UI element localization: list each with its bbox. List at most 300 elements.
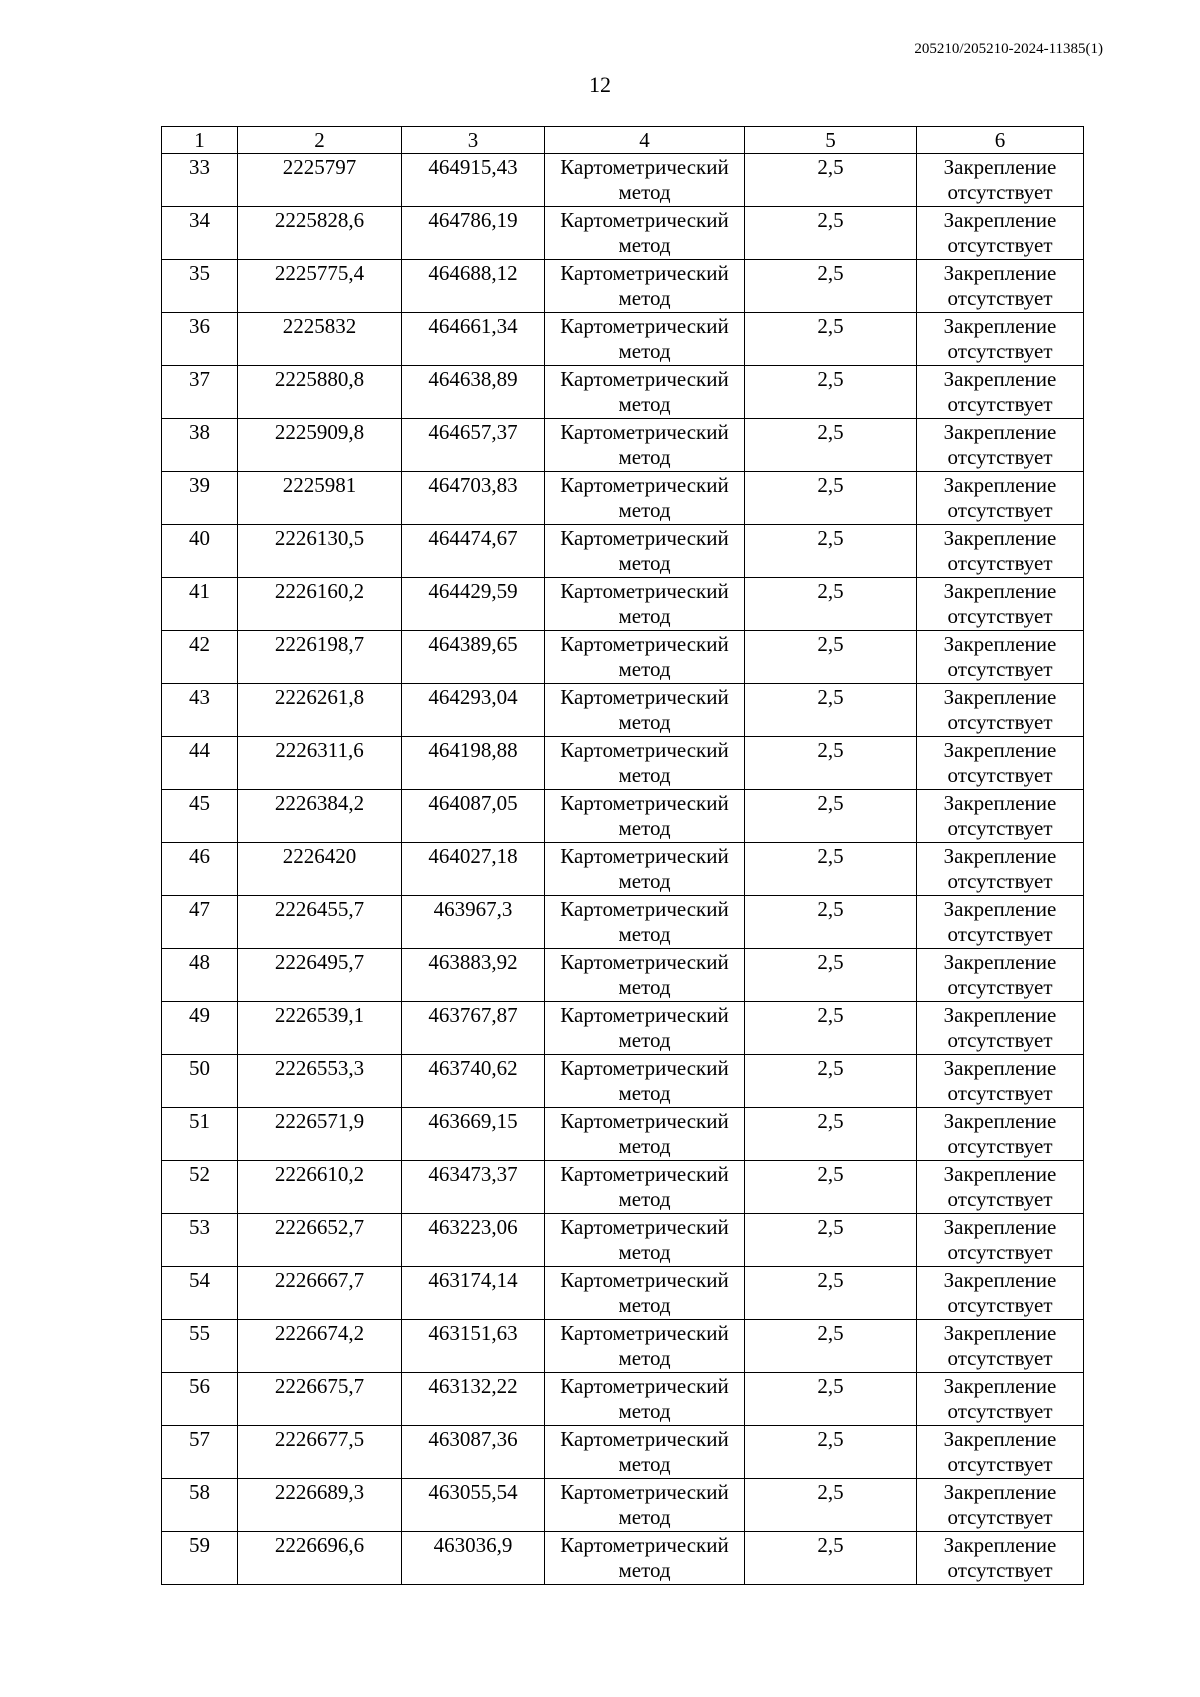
fixation-cell-line-2: отсутствует [947, 233, 1053, 257]
precision-cell-line-1: 2,5 [817, 1268, 844, 1292]
fixation-cell-line-2: отсутствует [947, 339, 1053, 363]
method-cell-line-2: метод [618, 339, 671, 363]
header-row [162, 127, 1084, 154]
precision-cell-line-1: 2,5 [817, 844, 844, 868]
column-header-1: 1 [162, 127, 238, 154]
point-number-cell [162, 631, 238, 684]
precision-cell-line-1: 2,5 [817, 526, 844, 550]
fixation-cell-line-2: отсутствует [947, 816, 1053, 840]
fixation-cell-line-1: Закрепление [943, 1480, 1057, 1504]
method-cell-line-1: Картометрический [560, 579, 729, 603]
table-row [162, 631, 1084, 684]
y-coordinate-cell [402, 684, 545, 737]
fixation-cell [917, 472, 1084, 525]
column-header-4: 4 [545, 127, 745, 154]
x-coordinate-cell [238, 631, 402, 684]
method-cell-line-2: метод [618, 1134, 671, 1158]
fixation-cell-line-2: отсутствует [947, 1452, 1053, 1476]
method-cell-line-2: метод [618, 445, 671, 469]
x-coordinate-cell-line-1: 2226667,7 [274, 1268, 365, 1292]
x-coordinate-cell-line-1: 2226160,2 [274, 579, 365, 603]
y-coordinate-cell [402, 737, 545, 790]
x-coordinate-cell [238, 419, 402, 472]
y-coordinate-cell [402, 1532, 545, 1585]
method-cell-line-1: Картометрический [560, 844, 729, 868]
method-cell-line-2: метод [618, 498, 671, 522]
x-coordinate-cell [238, 1108, 402, 1161]
fixation-cell-line-1: Закрепление [943, 632, 1057, 656]
point-number-cell-line-1: 51 [189, 1109, 210, 1133]
x-coordinate-cell [238, 1532, 402, 1585]
table-row [162, 313, 1084, 366]
x-coordinate-cell [238, 472, 402, 525]
precision-cell-line-1: 2,5 [817, 579, 844, 603]
y-coordinate-cell-line-1: 464703,83 [428, 473, 518, 497]
y-coordinate-cell-line-1: 464429,59 [428, 579, 518, 603]
table-row [162, 1055, 1084, 1108]
x-coordinate-cell-line-1: 2225832 [282, 314, 357, 338]
y-coordinate-cell [402, 896, 545, 949]
y-coordinate-cell-line-1: 463767,87 [428, 1003, 518, 1027]
method-cell [545, 1055, 745, 1108]
method-cell-line-1: Картометрический [560, 1056, 729, 1080]
y-coordinate-cell-line-1: 464786,19 [428, 208, 518, 232]
x-coordinate-cell [238, 207, 402, 260]
y-coordinate-cell-line-1: 463151,63 [428, 1321, 518, 1345]
method-cell-line-1: Картометрический [560, 261, 729, 285]
table-row [162, 1373, 1084, 1426]
point-number-cell [162, 207, 238, 260]
y-coordinate-cell-line-1: 463967,3 [433, 897, 513, 921]
precision-cell [745, 737, 917, 790]
y-coordinate-cell-line-1: 463036,9 [433, 1533, 513, 1557]
fixation-cell-line-1: Закрепление [943, 420, 1057, 444]
fixation-cell [917, 1055, 1084, 1108]
point-number-cell [162, 1373, 238, 1426]
method-cell-line-1: Картометрический [560, 1533, 729, 1557]
table-row [162, 154, 1084, 207]
fixation-cell-line-1: Закрепление [943, 473, 1057, 497]
precision-cell-line-1: 2,5 [817, 791, 844, 815]
fixation-cell [917, 949, 1084, 1002]
method-cell [545, 419, 745, 472]
x-coordinate-cell [238, 684, 402, 737]
point-number-cell [162, 366, 238, 419]
point-number-cell [162, 1161, 238, 1214]
precision-cell-line-1: 2,5 [817, 1162, 844, 1186]
fixation-cell-line-1: Закрепление [943, 897, 1057, 921]
x-coordinate-cell [238, 525, 402, 578]
method-cell [545, 1002, 745, 1055]
precision-cell [745, 207, 917, 260]
method-cell-line-2: метод [618, 1081, 671, 1105]
method-cell [545, 1479, 745, 1532]
method-cell-line-1: Картометрический [560, 1427, 729, 1451]
fixation-cell-line-2: отсутствует [947, 1399, 1053, 1423]
precision-cell-line-1: 2,5 [817, 950, 844, 974]
fixation-cell-line-1: Закрепление [943, 1162, 1057, 1186]
point-number-cell [162, 949, 238, 1002]
table-row [162, 684, 1084, 737]
y-coordinate-cell-line-1: 463174,14 [428, 1268, 518, 1292]
y-coordinate-cell [402, 1373, 545, 1426]
x-coordinate-cell-line-1: 2226261,8 [274, 685, 365, 709]
method-cell-line-2: метод [618, 710, 671, 734]
y-coordinate-cell-line-1: 463223,06 [428, 1215, 518, 1239]
method-cell-line-2: метод [618, 1240, 671, 1264]
point-number-cell-line-1: 35 [189, 261, 210, 285]
method-cell [545, 1108, 745, 1161]
point-number-cell [162, 313, 238, 366]
fixation-cell-line-1: Закрепление [943, 685, 1057, 709]
precision-cell [745, 631, 917, 684]
precision-cell [745, 843, 917, 896]
x-coordinate-cell-line-1: 2225981 [282, 473, 357, 497]
fixation-cell-line-2: отсутствует [947, 1346, 1053, 1370]
x-coordinate-cell [238, 1161, 402, 1214]
method-cell-line-1: Картометрический [560, 1109, 729, 1133]
y-coordinate-cell-line-1: 463740,62 [428, 1056, 518, 1080]
x-coordinate-cell-line-1: 2226420 [282, 844, 357, 868]
y-coordinate-cell [402, 1108, 545, 1161]
fixation-cell [917, 525, 1084, 578]
fixation-cell-line-1: Закрепление [943, 1003, 1057, 1027]
y-coordinate-cell [402, 1267, 545, 1320]
method-cell-line-2: метод [618, 975, 671, 999]
point-number-cell [162, 1214, 238, 1267]
method-cell-line-2: метод [618, 1293, 671, 1317]
y-coordinate-cell-line-1: 464293,04 [428, 685, 518, 709]
table-row [162, 843, 1084, 896]
fixation-cell-line-2: отсутствует [947, 1081, 1053, 1105]
y-coordinate-cell-line-1: 464027,18 [428, 844, 518, 868]
fixation-cell [917, 578, 1084, 631]
table-row [162, 260, 1084, 313]
table-body [162, 154, 1084, 1585]
method-cell-line-1: Картометрический [560, 685, 729, 709]
point-number-cell [162, 737, 238, 790]
table-row [162, 472, 1084, 525]
method-cell [545, 1373, 745, 1426]
fixation-cell-line-1: Закрепление [943, 579, 1057, 603]
precision-cell-line-1: 2,5 [817, 1109, 844, 1133]
fixation-cell-line-2: отсутствует [947, 869, 1053, 893]
fixation-cell-line-1: Закрепление [943, 1374, 1057, 1398]
precision-cell-line-1: 2,5 [817, 1533, 844, 1557]
precision-cell [745, 1373, 917, 1426]
x-coordinate-cell [238, 313, 402, 366]
x-coordinate-cell-line-1: 2226455,7 [274, 897, 365, 921]
fixation-cell-line-2: отсутствует [947, 1293, 1053, 1317]
method-cell-line-1: Картометрический [560, 314, 729, 338]
y-coordinate-cell-line-1: 463473,37 [428, 1162, 518, 1186]
point-number-cell-line-1: 54 [189, 1268, 210, 1292]
fixation-cell [917, 631, 1084, 684]
x-coordinate-cell-line-1: 2226311,6 [275, 738, 364, 762]
precision-cell [745, 1214, 917, 1267]
point-number-cell-line-1: 57 [189, 1427, 210, 1451]
point-number-cell-line-1: 41 [189, 579, 210, 603]
precision-cell [745, 313, 917, 366]
point-number-cell [162, 1267, 238, 1320]
fixation-cell-line-2: отсутствует [947, 551, 1053, 575]
method-cell-line-1: Картометрический [560, 526, 729, 550]
point-number-cell-line-1: 38 [189, 420, 210, 444]
point-number-cell-line-1: 39 [189, 473, 210, 497]
method-cell-line-1: Картометрический [560, 1480, 729, 1504]
x-coordinate-cell [238, 1002, 402, 1055]
column-header-2: 2 [238, 127, 402, 154]
y-coordinate-cell-line-1: 463055,54 [428, 1480, 518, 1504]
fixation-cell-line-1: Закрепление [943, 526, 1057, 550]
y-coordinate-cell [402, 525, 545, 578]
precision-cell-line-1: 2,5 [817, 738, 844, 762]
table-row [162, 1479, 1084, 1532]
precision-cell-line-1: 2,5 [817, 208, 844, 232]
x-coordinate-cell-line-1: 2226495,7 [274, 950, 365, 974]
x-coordinate-cell-line-1: 2226696,6 [274, 1533, 365, 1557]
table-row [162, 1320, 1084, 1373]
x-coordinate-cell-line-1: 2226539,1 [274, 1003, 365, 1027]
fixation-cell [917, 843, 1084, 896]
precision-cell-line-1: 2,5 [817, 1480, 844, 1504]
fixation-cell [917, 896, 1084, 949]
method-cell-line-1: Картометрический [560, 1268, 729, 1292]
precision-cell-line-1: 2,5 [817, 1427, 844, 1451]
fixation-cell-line-1: Закрепление [943, 950, 1057, 974]
point-number-cell-line-1: 40 [189, 526, 210, 550]
y-coordinate-cell-line-1: 463132,22 [428, 1374, 518, 1398]
table-row [162, 525, 1084, 578]
method-cell [545, 1320, 745, 1373]
table-row [162, 737, 1084, 790]
precision-cell [745, 1479, 917, 1532]
x-coordinate-cell-line-1: 2226610,2 [274, 1162, 365, 1186]
x-coordinate-cell-line-1: 2225797 [282, 155, 357, 179]
precision-cell-line-1: 2,5 [817, 897, 844, 921]
precision-cell [745, 896, 917, 949]
y-coordinate-cell-line-1: 464657,37 [428, 420, 518, 444]
y-coordinate-cell-line-1: 464198,88 [428, 738, 518, 762]
method-cell-line-2: метод [618, 551, 671, 575]
method-cell-line-2: метод [618, 604, 671, 628]
document-id: 205210/205210-2024-11385(1) [914, 41, 1103, 57]
point-number-cell-line-1: 59 [189, 1533, 210, 1557]
precision-cell-line-1: 2,5 [817, 632, 844, 656]
x-coordinate-cell [238, 843, 402, 896]
x-coordinate-cell-line-1: 2226571,9 [274, 1109, 365, 1133]
point-number-cell-line-1: 49 [189, 1003, 210, 1027]
y-coordinate-cell [402, 1479, 545, 1532]
precision-cell [745, 1532, 917, 1585]
point-number-cell-line-1: 50 [189, 1056, 210, 1080]
fixation-cell-line-1: Закрепление [943, 1533, 1057, 1557]
precision-cell [745, 366, 917, 419]
table-row [162, 1002, 1084, 1055]
point-number-cell [162, 1002, 238, 1055]
table-row [162, 366, 1084, 419]
method-cell-line-2: метод [618, 286, 671, 310]
x-coordinate-cell [238, 790, 402, 843]
point-number-cell [162, 1479, 238, 1532]
point-number-cell-line-1: 36 [189, 314, 210, 338]
fixation-cell-line-1: Закрепление [943, 738, 1057, 762]
fixation-cell [917, 1002, 1084, 1055]
fixation-cell-line-2: отсутствует [947, 1505, 1053, 1529]
x-coordinate-cell [238, 1373, 402, 1426]
method-cell-line-2: метод [618, 657, 671, 681]
fixation-cell-line-2: отсутствует [947, 657, 1053, 681]
fixation-cell-line-2: отсутствует [947, 1240, 1053, 1264]
fixation-cell [917, 419, 1084, 472]
point-number-cell [162, 1532, 238, 1585]
fixation-cell [917, 1426, 1084, 1479]
method-cell [545, 1161, 745, 1214]
point-number-cell [162, 525, 238, 578]
fixation-cell-line-2: отсутствует [947, 392, 1053, 416]
precision-cell [745, 790, 917, 843]
column-header-6: 6 [917, 127, 1084, 154]
fixation-cell [917, 260, 1084, 313]
method-cell-line-2: метод [618, 1346, 671, 1370]
x-coordinate-cell [238, 1426, 402, 1479]
fixation-cell-line-1: Закрепление [943, 791, 1057, 815]
table-row [162, 207, 1084, 260]
method-cell [545, 1426, 745, 1479]
x-coordinate-cell-line-1: 2226675,7 [274, 1374, 365, 1398]
method-cell-line-1: Картометрический [560, 208, 729, 232]
point-number-cell [162, 1055, 238, 1108]
precision-cell-line-1: 2,5 [817, 1374, 844, 1398]
y-coordinate-cell-line-1: 464638,89 [428, 367, 518, 391]
precision-cell [745, 1002, 917, 1055]
precision-cell [745, 1267, 917, 1320]
table-row [162, 1161, 1084, 1214]
fixation-cell [917, 207, 1084, 260]
x-coordinate-cell-line-1: 2226553,3 [274, 1056, 365, 1080]
method-cell-line-2: метод [618, 1558, 671, 1582]
precision-cell [745, 1108, 917, 1161]
precision-cell-line-1: 2,5 [817, 1003, 844, 1027]
fixation-cell-line-1: Закрепление [943, 261, 1057, 285]
method-cell-line-2: метод [618, 922, 671, 946]
fixation-cell [917, 1373, 1084, 1426]
fixation-cell [917, 154, 1084, 207]
fixation-cell-line-1: Закрепление [943, 1321, 1057, 1345]
column-header-3: 3 [402, 127, 545, 154]
method-cell-line-1: Картометрический [560, 738, 729, 762]
precision-cell [745, 578, 917, 631]
precision-cell-line-1: 2,5 [817, 314, 844, 338]
table-row [162, 1267, 1084, 1320]
point-number-cell-line-1: 46 [189, 844, 210, 868]
precision-cell-line-1: 2,5 [817, 1215, 844, 1239]
method-cell [545, 631, 745, 684]
x-coordinate-cell-line-1: 2226198,7 [274, 632, 365, 656]
fixation-cell [917, 1108, 1084, 1161]
method-cell-line-1: Картометрический [560, 1374, 729, 1398]
fixation-cell-line-2: отсутствует [947, 1187, 1053, 1211]
fixation-cell-line-1: Закрепление [943, 1056, 1057, 1080]
method-cell [545, 949, 745, 1002]
precision-cell-line-1: 2,5 [817, 420, 844, 444]
method-cell-line-2: метод [618, 1187, 671, 1211]
method-cell-line-2: метод [618, 180, 671, 204]
fixation-cell [917, 1161, 1084, 1214]
fixation-cell-line-1: Закрепление [943, 314, 1057, 338]
fixation-cell [917, 366, 1084, 419]
x-coordinate-cell-line-1: 2226689,3 [274, 1480, 365, 1504]
method-cell-line-1: Картометрический [560, 950, 729, 974]
method-cell [545, 366, 745, 419]
precision-cell-line-1: 2,5 [817, 367, 844, 391]
fixation-cell-line-2: отсутствует [947, 710, 1053, 734]
precision-cell-line-1: 2,5 [817, 1056, 844, 1080]
method-cell [545, 578, 745, 631]
fixation-cell-line-2: отсутствует [947, 1028, 1053, 1052]
precision-cell-line-1: 2,5 [817, 1321, 844, 1345]
y-coordinate-cell [402, 154, 545, 207]
point-number-cell [162, 1320, 238, 1373]
fixation-cell-line-1: Закрепление [943, 1109, 1057, 1133]
method-cell-line-1: Картометрический [560, 473, 729, 497]
x-coordinate-cell-line-1: 2226130,5 [274, 526, 365, 550]
column-header-5: 5 [745, 127, 917, 154]
x-coordinate-cell [238, 896, 402, 949]
y-coordinate-cell-line-1: 464661,34 [428, 314, 518, 338]
table-row [162, 419, 1084, 472]
point-number-cell-line-1: 58 [189, 1480, 210, 1504]
point-number-cell-line-1: 43 [189, 685, 210, 709]
x-coordinate-cell-line-1: 2226652,7 [274, 1215, 365, 1239]
y-coordinate-cell [402, 1426, 545, 1479]
x-coordinate-cell-line-1: 2225775,4 [274, 261, 365, 285]
point-number-cell [162, 260, 238, 313]
point-number-cell [162, 896, 238, 949]
point-number-cell [162, 684, 238, 737]
method-cell [545, 684, 745, 737]
method-cell-line-1: Картометрический [560, 1003, 729, 1027]
table-row [162, 896, 1084, 949]
y-coordinate-cell [402, 790, 545, 843]
y-coordinate-cell [402, 578, 545, 631]
method-cell-line-1: Картометрический [560, 367, 729, 391]
x-coordinate-cell-line-1: 2225828,6 [274, 208, 365, 232]
point-number-cell-line-1: 55 [189, 1321, 210, 1345]
x-coordinate-cell-line-1: 2225880,8 [274, 367, 365, 391]
fixation-cell [917, 737, 1084, 790]
x-coordinate-cell [238, 1214, 402, 1267]
y-coordinate-cell [402, 472, 545, 525]
method-cell [545, 1532, 745, 1585]
point-number-cell [162, 472, 238, 525]
y-coordinate-cell [402, 260, 545, 313]
point-number-cell-line-1: 33 [189, 155, 210, 179]
point-number-cell-line-1: 42 [189, 632, 210, 656]
precision-cell-line-1: 2,5 [817, 261, 844, 285]
method-cell-line-2: метод [618, 1452, 671, 1476]
y-coordinate-cell-line-1: 464688,12 [428, 261, 518, 285]
fixation-cell-line-2: отсутствует [947, 604, 1053, 628]
method-cell [545, 525, 745, 578]
y-coordinate-cell-line-1: 464087,05 [428, 791, 518, 815]
fixation-cell-line-1: Закрепление [943, 1268, 1057, 1292]
y-coordinate-cell [402, 207, 545, 260]
page-number: 12 [589, 72, 611, 97]
point-number-cell [162, 578, 238, 631]
point-number-cell [162, 1108, 238, 1161]
precision-cell-line-1: 2,5 [817, 473, 844, 497]
